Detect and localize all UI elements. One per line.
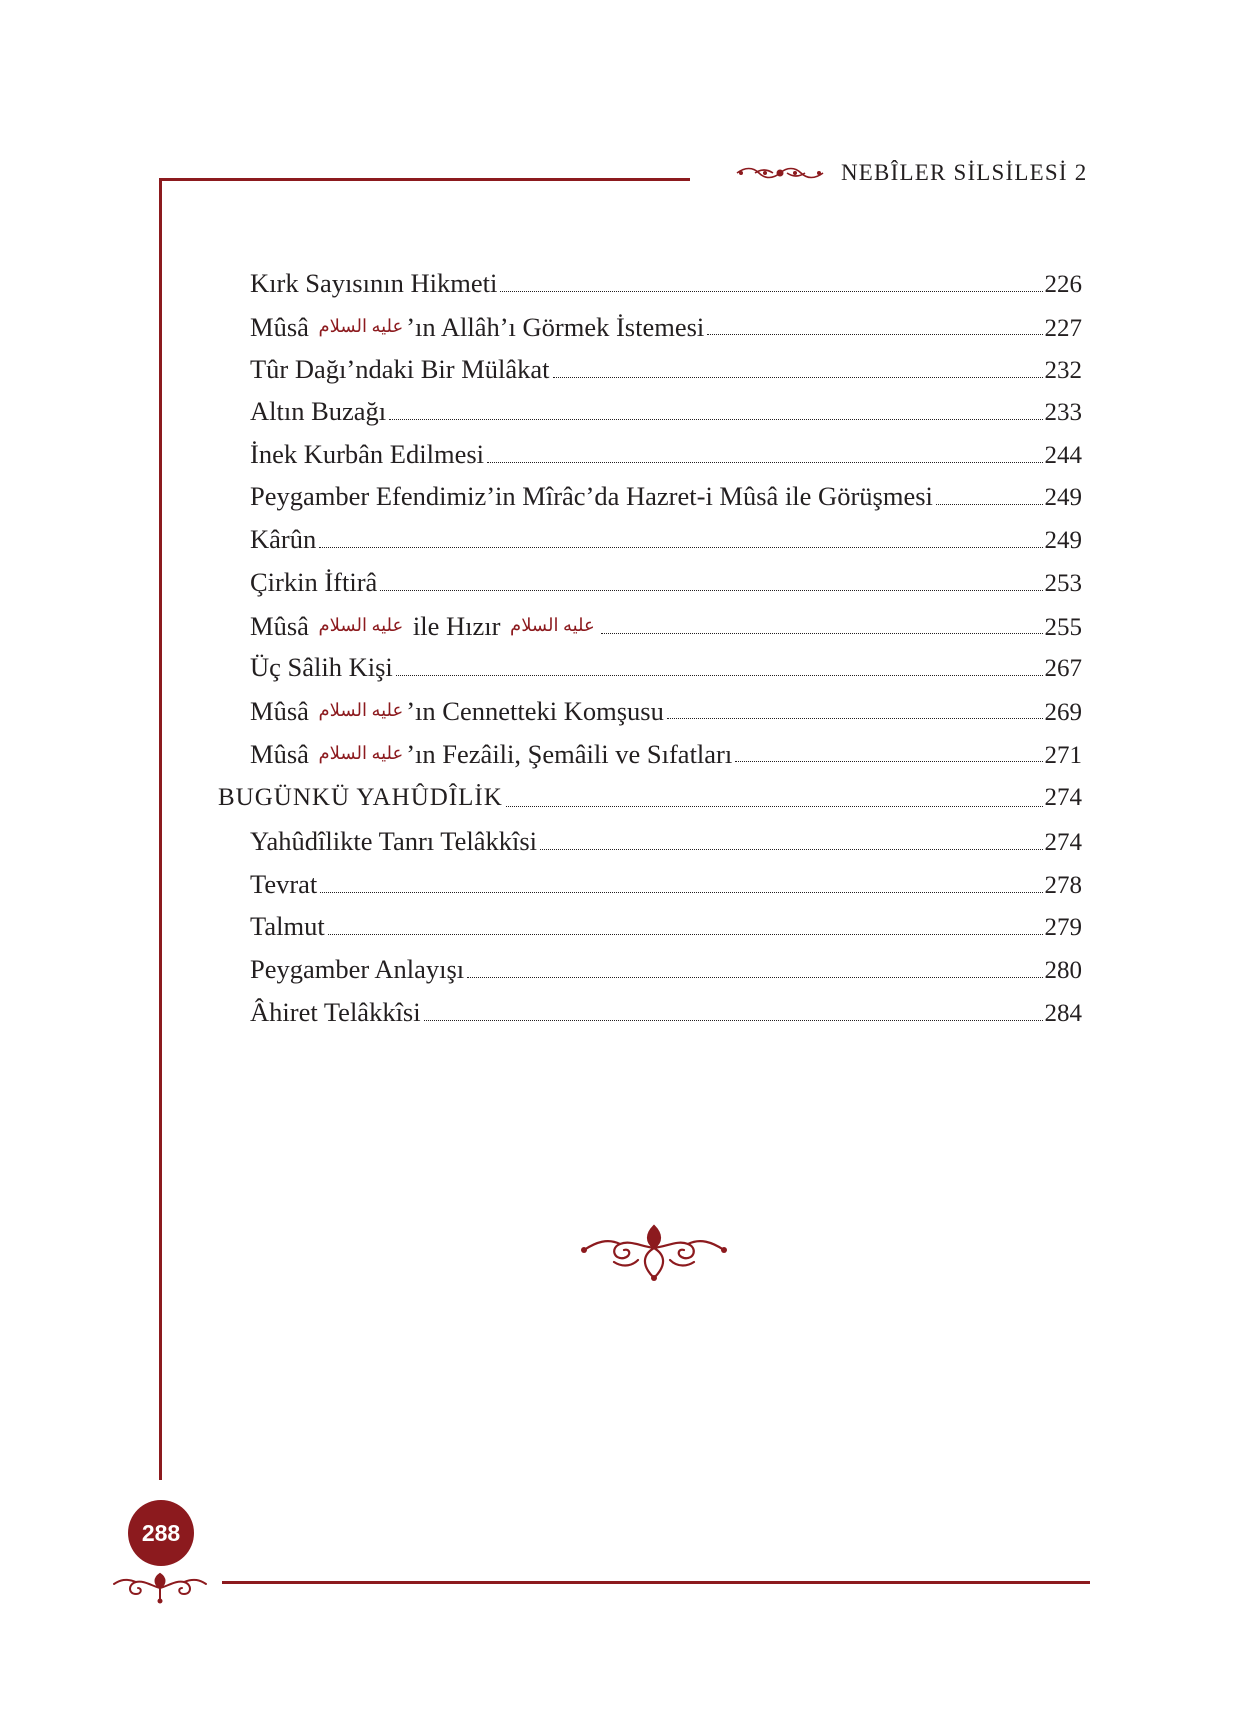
honorific-glyph: عليه السلام	[510, 615, 595, 635]
dot-leader	[380, 589, 1042, 591]
toc-entry-label: Tûr Dağı’ndaki Bir Mülâkat	[250, 354, 550, 384]
honorific-glyph: عليه السلام	[318, 615, 404, 635]
toc-page-number: 233	[1044, 399, 1082, 426]
dot-leader	[553, 376, 1043, 378]
dot-leader	[320, 891, 1042, 893]
dot-leader	[936, 503, 1043, 505]
book-title: NEBÎLER SİLSİLESİ 2	[841, 160, 1088, 185]
dot-leader	[328, 933, 1043, 935]
toc-page-number: 274	[1044, 829, 1082, 856]
toc-entry-label: Mûsâ عليه السلام ’ın Allâh’ı Görmek İstemesi	[250, 312, 705, 342]
page-number: 288	[141, 1519, 181, 1546]
toc-entry-label: Üç Sâlih Kişi	[250, 652, 393, 682]
running-header	[735, 153, 1095, 193]
toc-entry[interactable]	[250, 391, 1082, 431]
toc-entry[interactable]	[250, 476, 1082, 516]
honorific-glyph: عليه السلام	[318, 743, 404, 763]
frame-top-rule	[159, 178, 690, 181]
toc-entry[interactable]	[250, 690, 1082, 730]
toc-entry-label: BUGÜNKÜ YAHÛDÎLİK	[218, 784, 503, 811]
arabesque-ornament-icon	[580, 1220, 728, 1284]
toc-entry-label: Yahûdîlikte Tanrı Telâkkîsi	[250, 826, 538, 856]
dot-leader	[500, 290, 1042, 292]
toc-entry[interactable]	[250, 992, 1082, 1032]
toc-page-number: 253	[1044, 570, 1082, 597]
toc-entry[interactable]	[250, 562, 1082, 602]
toc-entry[interactable]	[250, 349, 1082, 389]
toc-entry-label: Kârûn	[250, 524, 317, 554]
toc-entry-label: Altın Buzağı	[250, 396, 387, 426]
toc-entry-label: Mûsâ عليه السلام ’ın Cennetteki Komşusu	[250, 696, 664, 726]
dot-leader	[735, 760, 1042, 762]
toc-page-number: 278	[1044, 872, 1082, 899]
dot-leader	[667, 717, 1043, 719]
toc-entry-label: Tevrat	[250, 869, 318, 899]
toc-page-number: 255	[1044, 614, 1082, 641]
toc-page-number: 284	[1044, 1000, 1082, 1027]
floral-scroll-icon	[112, 1566, 208, 1604]
frame-bottom-rule	[222, 1581, 1090, 1584]
honorific-glyph: عليه السلام	[318, 316, 404, 336]
toc-entry-label: Mûsâ عليه السلام ile Hızır عليه السلام	[250, 605, 598, 646]
toc-entry[interactable]	[250, 519, 1082, 559]
dot-leader	[707, 333, 1042, 335]
page-number-badge	[128, 1500, 194, 1566]
toc-entry[interactable]	[250, 733, 1082, 773]
toc-entry-label: Mûsâ عليه السلام ’ın Fezâili, Şemâili ve Sıfatları	[250, 739, 733, 769]
toc-entry[interactable]	[250, 434, 1082, 474]
toc-entry[interactable]	[250, 864, 1082, 904]
toc-entry-label: Çirkin İftirâ	[250, 567, 378, 597]
toc-entry[interactable]	[250, 647, 1082, 687]
toc-entry-label: Âhiret Telâkkîsi	[250, 997, 421, 1027]
honorific-glyph: عليه السلام	[318, 700, 404, 720]
floral-divider-icon	[735, 162, 825, 184]
toc-entry[interactable]	[250, 949, 1082, 989]
toc-entry[interactable]	[250, 906, 1082, 946]
dot-leader	[319, 546, 1042, 548]
toc-page-number: 279	[1044, 914, 1082, 941]
toc-page-number: 249	[1044, 484, 1082, 511]
toc-entry-label: İnek Kurbân Edilmesi	[250, 439, 485, 469]
dot-leader	[467, 976, 1042, 978]
toc-entry[interactable]	[250, 263, 1082, 303]
toc-page-number: 249	[1044, 527, 1082, 554]
toc-page-number: 232	[1044, 357, 1082, 384]
toc-entry-label: Peygamber Efendimiz’in Mîrâc’da Hazret-i Mûsâ ile Görüşmesi	[250, 481, 933, 511]
toc-entry-label: Peygamber Anlayışı	[250, 954, 465, 984]
toc-page-number: 267	[1044, 655, 1082, 682]
toc-entry[interactable]	[250, 306, 1082, 346]
toc-page-number: 244	[1044, 442, 1082, 469]
dot-leader	[396, 674, 1043, 676]
toc-page-number: 271	[1044, 742, 1082, 769]
dot-leader	[601, 632, 1043, 634]
dot-leader	[506, 805, 1043, 807]
toc-page-number: 226	[1044, 271, 1082, 298]
toc-entry[interactable]	[250, 605, 1082, 645]
frame-left-rule	[159, 178, 162, 1480]
toc-page-number: 280	[1044, 957, 1082, 984]
toc-entry[interactable]	[250, 821, 1082, 861]
dot-leader	[487, 461, 1042, 463]
toc-page-number: 274	[1044, 784, 1082, 811]
toc-page-number: 269	[1044, 699, 1082, 726]
toc-page-number: 227	[1044, 315, 1082, 342]
dot-leader	[540, 848, 1042, 850]
dot-leader	[424, 1019, 1043, 1021]
dot-leader	[389, 418, 1042, 420]
toc-entry-label: Talmut	[250, 911, 325, 941]
toc-entry-label: Kırk Sayısının Hikmeti	[250, 268, 498, 298]
toc-section-entry[interactable]	[218, 778, 1082, 818]
